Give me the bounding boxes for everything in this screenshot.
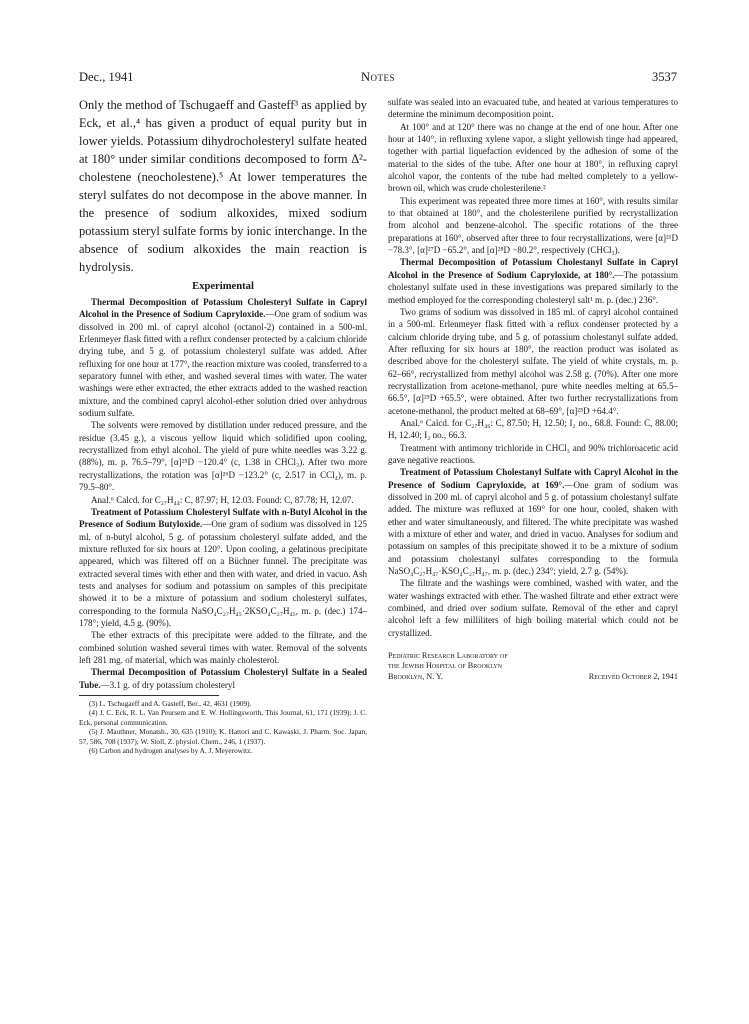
paragraph-heading: Thermal Decomposition of Potassium Cholestanyl Sulfate in Capryl Alcohol in the Presence of Sodium Capryloxide, at 180°. bbox=[388, 257, 678, 280]
paragraph bbox=[79, 506, 367, 629]
paragraph: The solvents were removed by distillation under reduced pressure, and the residue (3.45 g.), a viscous yellow liquid which solidified upon cooling, recrystallized from ethyl alcohol. The yield of pure white needles was 3.22 g. (88%), m. p. 76.5–79°, [α]²⁵D −120.4° (c, 1.38 in CHCl₃). After two more recrystallizations, the rotation was [α]²⁶D −123.2° (c, 2.517 in CCl₄), m. p. 79.5–80°. bbox=[79, 420, 367, 493]
paragraph-heading: Thermal Decomposition of Potassium Cholesteryl Sulfate in a Sealed Tube. bbox=[79, 667, 367, 690]
paragraph: The filtrate and the washings were combined, washed with water, and the water washings extracted with ether. The washed filtrate and ether extract were combined, and dried over sodium sulfate. Removal of the ether and capryl alcohol left a few milliliters of high boiling material which could not be crystallized. bbox=[388, 578, 678, 638]
section-heading-experimental: Experimental bbox=[192, 281, 254, 292]
address-row bbox=[388, 672, 678, 682]
address-line: Brooklyn, N. Y. bbox=[388, 671, 443, 681]
paragraph-text: —The potassium cholestanyl sulfate used in these investigations was prepared similarly to the method employed for the corresponding cholesteryl salt¹ m. p. (dec.) 236°. bbox=[388, 269, 678, 305]
paragraph: At 100° and at 120° there was no change at the end of one hour. After one hour at 140°, in refluxing xylene vapor, a slight yellowish tinge had appeared, together with partial liquefaction evidenced by the adhesion of some of the material to the sides of the tube. After one hour at 180°, in refluxing capryl alcohol vapor, the contents of the tube had melted completely to a yellow-brown oil, which was crude cholesterilene.² bbox=[388, 121, 678, 194]
paragraph bbox=[388, 466, 678, 577]
paragraph-heading: Treatment of Potassium Cholesteryl Sulfate with n-Butyl Alcohol in the Presence of Sodium Butyloxide. bbox=[79, 506, 367, 530]
footnote: (3) L. Tschugaeff and A. Gasteff, Ber., 42, 4631 (1909). bbox=[89, 699, 252, 708]
paragraph: The ether extracts of this precipitate were added to the filtrate, and the combined solution washed several times with water. Removal of the solvents left 281 mg. of material, which was mainly cholesterol. bbox=[79, 630, 367, 665]
author-address bbox=[388, 651, 678, 682]
paragraph-text: —One gram of sodium was dissolved in 200 ml. of capryl alcohol (octanol-2) contained in a 500-ml. Erlenmeyer flask fitted with a reflux condenser protected by a calcium chloride drying tube, and 5 g. of potassium cholesteryl sulfate was added. After refluxing for one hour at 177°, the reaction mixture was cooled, transferred to a separatory funnel with ether, and washed several times with water. The water washings were ether extracted, the ether extracts added to the washed reaction mixture, and the combined capryl alcohol-ether solution dried over anhydrous sodium sulfate. bbox=[79, 309, 367, 419]
footnote: (5) J. Mauthner, Monatsh., 30, 635 (1910); K. Hattori and C. Kawaski, J. Pharm. Soc. Japan, 57, 586, 708 (1937); W. Stoll, Z. physiol. Chem., 246, 1 (1937). bbox=[79, 727, 367, 746]
paragraph-text: —One gram of sodium was dissolved in 125 ml. of n-butyl alcohol, 5 g. of potassium cholesteryl sulfate added, and the mixture refluxed for six hours at 120°. Upon cooling, a gelatinous precipitate appeared, which was filtered off on a Büchner funnel. The precipitate was extracted several times with ether and then with water, and dried in vacuo. Ash tests and analyses for sodium and potassium on samples of this precipitate showed it to be a mixture of potassium and sodium cholesteryl sulfates, corresponding to the formula NaSO₄C₂₇H₄₅·2KSO₄C₂₇H₄₅, m. p. (dec.) 174–178°; yield, 4.5 g. (90%). bbox=[79, 519, 368, 628]
footnote-rule bbox=[79, 695, 219, 696]
analysis-paragraph: Anal.⁶ Calcd. for C₂₇H₄₆: C, 87.50; H, 12.50; I₂ no., 68.8. Found: C, 88.00; H, 12.40; I₂ no., 66.3. bbox=[388, 417, 678, 441]
right-column bbox=[388, 96, 678, 682]
paragraph-text: —One gram of sodium was dissolved in 200 ml. of capryl alcohol and 5 g. of potassium cholestanyl sulfate added. The mixture was refluxed at 169° for one hour, cooled, shaken with ether and water simultaneously, and filtered. The white precipitate was washed with a mixture of ether and water, and dried in vacuo. Analyses for sodium and potassium on samples of this precipitate showed it to be a mixture of sodium and potassium cholestanyl sulfates corresponding to the formula NaSO₄C₂₇H₄₇·KSO₄C₂₇H₄₇, m. p. (dec.) 234°; yield, 2.7 g. (54%). bbox=[388, 479, 678, 577]
header-date: Dec., 1941 bbox=[79, 70, 134, 84]
footnote: (4) J. C. Eck, R. L. Van Peursem and E. W. Hollingsworth, This Journal, 61, 171 (1939); J. C. Eck, personal communication. bbox=[79, 708, 367, 727]
paragraph bbox=[79, 666, 367, 691]
intro-paragraph: Only the method of Tschugaeff and Gasteff³ as applied by Eck, et al.,⁴ has given a product of equal purity but in lower yields. Potassium dihydrocholesteryl sulfate heated at 180° under similar conditions decomposed to form Δ²-cholestene (neocholestene).⁵ At lower temperatures the steryl sulfates do not decompose in the above manner. In the presence of sodium alkoxides, mixed sodium potassium steryl sulfate forms by ionic interchange. In the absence of sodium alkoxides the main reaction is hydrolysis. bbox=[79, 98, 368, 274]
running-header bbox=[79, 70, 677, 86]
footnotes bbox=[79, 699, 367, 755]
paragraph: Treatment with antimony trichloride in CHCl₃ and 90% trichloroacetic acid gave negative reactions. bbox=[388, 442, 678, 465]
paragraph-heading: Thermal Decomposition of Potassium Cholesteryl Sulfate in Capryl Alcohol in the Presence of Sodium Capryloxide. bbox=[79, 297, 367, 320]
paragraph: Two grams of sodium was dissolved in 185 ml. of capryl alcohol contained in a 500-ml. Erlenmeyer flask fitted with a reflux condenser protected by a calcium chloride drying tube, and 5 g. of potassium cholestanyl sulfate added. After refluxing for six hours at 180°, the reaction product was isolated as described above for the cholesteryl sulfate. The yield of white crystals, m. p. 62–66°, recrystallized from methyl alcohol was 2.58 g. (70%). After one more recrystallization from acetone-methanol, pure white needles melting at 65.5–66.5°, [α]²⁵D +65.5°, were obtained. After two further recrystallizations from acetone-methanol, the product melted at 68–69°, [α]²⁵D +64.4°. bbox=[388, 306, 678, 416]
paragraph bbox=[79, 296, 367, 419]
address-line: Pediatric Research Laboratory of bbox=[388, 651, 508, 661]
paragraph: This experiment was repeated three more times at 160°, with results similar to that obtained at 180°, and the cholesterilene purified by recrystallization from alcohol and benzene-alcohol. The specific rotations of the three preparations at 160°, observed after three to four recrystallizations, were [α]²¹D −78.3°, [α]²⁷D −65.2°, and [α]²⁸D −80.2°, respectively (CHCl₃). bbox=[388, 195, 678, 256]
paragraph-text: —3.1 g. of dry potassium cholesteryl bbox=[100, 679, 235, 690]
paragraph-heading: Treatment of Potassium Cholestanyl Sulfate with Capryl Alcohol in the Presence of Sodium Capryloxide, at 169°. bbox=[388, 467, 678, 490]
header-page-number: 3537 bbox=[652, 70, 677, 84]
footnote: (6) Carbon and hydrogen analyses by A. J. Meyerowitz. bbox=[89, 746, 253, 756]
header-section: Notes bbox=[360, 70, 396, 84]
address-line: the Jewish Hospital of Brooklyn bbox=[388, 661, 502, 671]
paragraph bbox=[388, 256, 678, 305]
paragraph: sulfate was sealed into an evacuated tube, and heated at various temperatures to determine the minimum decomposition point. bbox=[388, 97, 678, 120]
analysis-paragraph: Anal.⁶ Calcd. for C₂₇H₄₄: C, 87.97; H, 12.03. Found: C, 87.78; H, 12.07. bbox=[91, 494, 354, 505]
received-date: Received October 2, 1941 bbox=[588, 671, 678, 681]
left-column bbox=[79, 96, 367, 755]
